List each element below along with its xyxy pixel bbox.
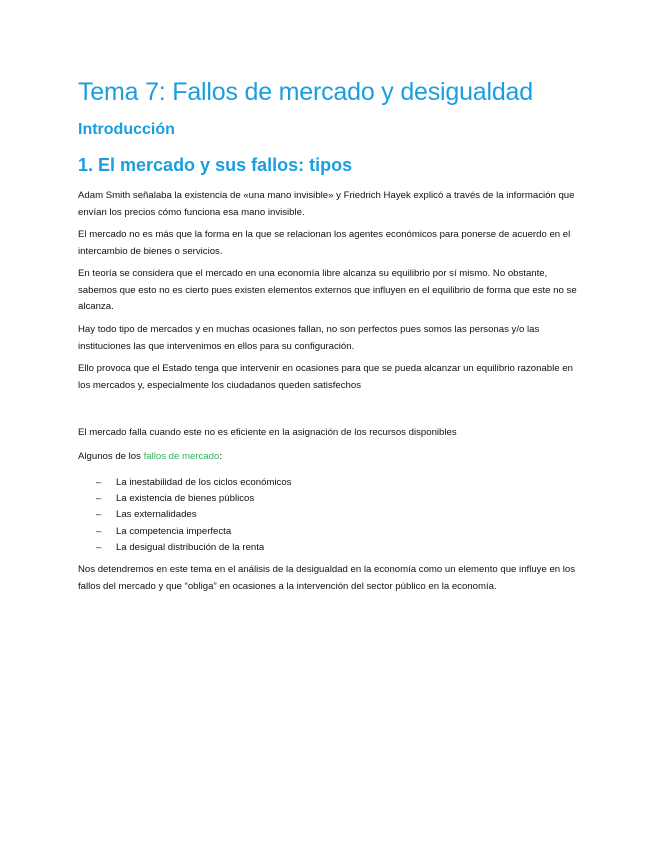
list-item — [78, 523, 291, 539]
failures-intro-text: Algunos de los — [78, 451, 144, 462]
paragraph-state-intervention: Ello provoca que el Estado tenga que intervenir en ocasiones para que se pueda alcanzar un equilibrio razonable en los mercados y, especialmente los ciudadanos queden satisfechos — [78, 363, 573, 391]
failures-list — [78, 474, 291, 555]
intro-heading: Introducción — [78, 121, 175, 138]
paragraph-equilibrium: En teoría se considera que el mercado en una economía libre alcanza su equilibrio por sí mismo. No obstante, sabemos que esto no es cierto pues existen elementos externos que influyen en el equilibrio de forma que este no se alcanza. — [78, 268, 577, 312]
failures-intro — [78, 449, 578, 466]
list-dash: – — [96, 509, 102, 521]
list-dash: – — [96, 541, 102, 553]
list-item — [78, 474, 291, 490]
list-dash: – — [96, 476, 102, 488]
paragraph-market-types: Hay todo tipo de mercados y en muchas ocasiones fallan, no son perfectos pues somos las personas y/o las instituciones las que intervenimos en ellos para su configuración. — [78, 324, 540, 352]
failures-highlight: fallos de mercado — [143, 451, 220, 462]
list-item — [78, 490, 291, 506]
page-title: Tema 7: Fallos de mercado y desigualdad — [78, 78, 533, 106]
paragraph-market-definition: El mercado no es más que la forma en la que se relacionan los agentes económicos para ponerse de acuerdo en el intercambio de bienes o servicios. — [78, 229, 571, 257]
paragraph-adam-smith: Adam Smith señalaba la existencia de «una mano invisible» y Friedrich Hayek explicó a través de la información que envían los precios cómo funciona esa mano invisible. — [78, 190, 575, 218]
list-item — [78, 507, 291, 523]
paragraph-closing: Nos detendremos en este tema en el análisis de la desigualdad en la economía como un elemento que influye en los fallos del mercado y que “obliga” en ocasiones a la intervención del sector público en la economía. — [78, 564, 576, 592]
list-item — [78, 539, 291, 555]
list-item-text: Las externalidades — [116, 509, 197, 521]
section-heading: 1. El mercado y sus fallos: tipos — [78, 155, 353, 175]
list-dash: – — [96, 525, 102, 537]
list-dash: – — [96, 492, 102, 504]
list-item-text: La competencia imperfecta — [116, 525, 232, 537]
failures-intro-colon: : — [219, 451, 223, 462]
list-item-text: La existencia de bienes públicos — [116, 492, 255, 504]
list-item-text: La desigual distribución de la renta — [116, 541, 265, 553]
list-item-text: La inestabilidad de los ciclos económicos — [116, 476, 292, 488]
paragraph-market-failure: El mercado falla cuando este no es eficiente en la asignación de los recursos disponibles — [78, 427, 457, 438]
